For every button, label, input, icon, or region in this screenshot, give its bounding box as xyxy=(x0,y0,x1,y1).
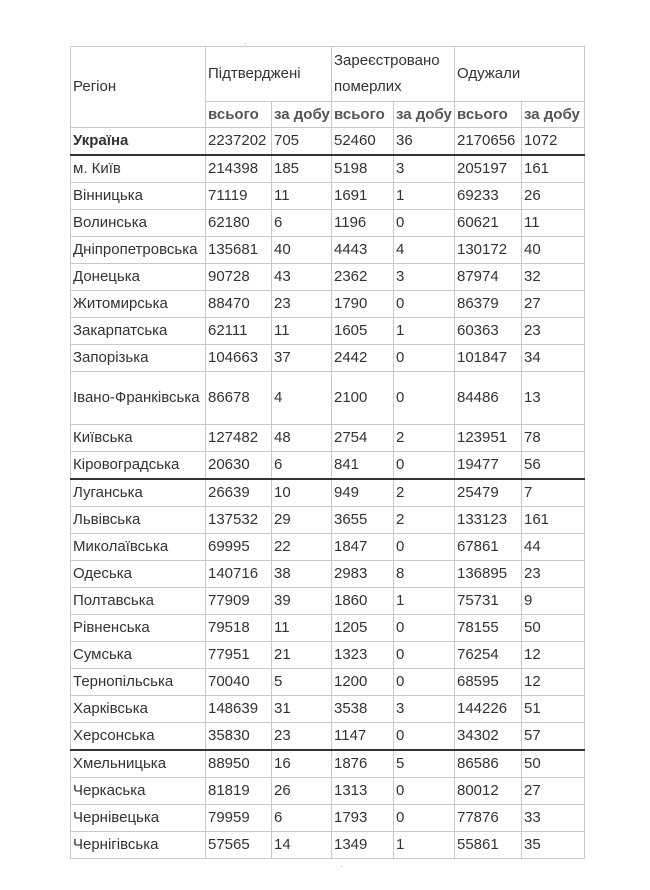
region-cell: Чернігівська xyxy=(71,832,206,859)
confirmed-total-cell: 88470 xyxy=(206,291,272,318)
deaths-total-cell: 1200 xyxy=(332,669,394,696)
table-row xyxy=(71,832,585,859)
subheader-deaths-total: всього xyxy=(332,102,394,128)
confirmed-day-cell: 185 xyxy=(272,155,332,183)
confirmed-total-cell: 214398 xyxy=(206,155,272,183)
recovered-day-cell: 23 xyxy=(522,561,585,588)
recovered-total-cell: 55861 xyxy=(455,832,522,859)
deaths-total-cell: 1196 xyxy=(332,210,394,237)
table-row xyxy=(71,534,585,561)
recovered-total-cell: 76254 xyxy=(455,642,522,669)
deaths-total-cell: 1876 xyxy=(332,750,394,778)
region-cell: Черкаська xyxy=(71,778,206,805)
deaths-total-cell: 2754 xyxy=(332,425,394,452)
deaths-day-cell: 0 xyxy=(394,615,455,642)
recovered-day-cell: 12 xyxy=(522,669,585,696)
recovered-day-cell: 26 xyxy=(522,183,585,210)
deaths-day-cell: 36 xyxy=(394,128,455,156)
recovered-day-cell: 33 xyxy=(522,805,585,832)
region-cell: Полтавська xyxy=(71,588,206,615)
recovered-day-cell: 40 xyxy=(522,237,585,264)
region-cell: Івано-Франківська xyxy=(71,372,206,425)
deaths-day-cell: 0 xyxy=(394,778,455,805)
region-cell: Волинська xyxy=(71,210,206,237)
recovered-total-cell: 101847 xyxy=(455,345,522,372)
region-cell: Миколаївська xyxy=(71,534,206,561)
recovered-total-cell: 136895 xyxy=(455,561,522,588)
confirmed-total-cell: 79518 xyxy=(206,615,272,642)
region-cell: Луганська xyxy=(71,479,206,507)
confirmed-total-cell: 86678 xyxy=(206,372,272,425)
deaths-total-cell: 1147 xyxy=(332,723,394,751)
confirmed-day-cell: 26 xyxy=(272,778,332,805)
table-row xyxy=(71,669,585,696)
confirmed-total-cell: 70040 xyxy=(206,669,272,696)
recovered-total-cell: 80012 xyxy=(455,778,522,805)
region-cell: Херсонська xyxy=(71,723,206,751)
recovered-day-cell: 161 xyxy=(522,507,585,534)
deaths-day-cell: 0 xyxy=(394,642,455,669)
recovered-day-cell: 56 xyxy=(522,452,585,480)
region-cell: Кіровоградська xyxy=(71,452,206,480)
recovered-total-cell: 86379 xyxy=(455,291,522,318)
deaths-day-cell: 0 xyxy=(394,291,455,318)
table-header-row xyxy=(71,47,585,102)
deaths-day-cell: 1 xyxy=(394,832,455,859)
table-row xyxy=(71,479,585,507)
confirmed-day-cell: 21 xyxy=(272,642,332,669)
deaths-day-cell: 0 xyxy=(394,669,455,696)
deaths-total-cell: 2362 xyxy=(332,264,394,291)
recovered-total-cell: 60363 xyxy=(455,318,522,345)
confirmed-day-cell: 38 xyxy=(272,561,332,588)
recovered-total-cell: 133123 xyxy=(455,507,522,534)
deaths-day-cell: 0 xyxy=(394,534,455,561)
confirmed-day-cell: 40 xyxy=(272,237,332,264)
recovered-total-cell: 84486 xyxy=(455,372,522,425)
header-confirmed-label: Підтверджені xyxy=(208,65,301,82)
confirmed-total-cell: 62180 xyxy=(206,210,272,237)
deaths-total-cell: 1349 xyxy=(332,832,394,859)
subheader-recovered-total: всього xyxy=(455,102,522,128)
region-cell: Харківська xyxy=(71,696,206,723)
deaths-total-cell: 2983 xyxy=(332,561,394,588)
confirmed-total-cell: 26639 xyxy=(206,479,272,507)
recovered-total-cell: 60621 xyxy=(455,210,522,237)
deaths-day-cell: 1 xyxy=(394,318,455,345)
recovered-day-cell: 1072 xyxy=(522,128,585,156)
confirmed-day-cell: 14 xyxy=(272,832,332,859)
deaths-day-cell: 2 xyxy=(394,479,455,507)
table-row xyxy=(71,155,585,183)
subheader-confirmed-day: за добу xyxy=(272,102,332,128)
deaths-day-cell: 0 xyxy=(394,372,455,425)
recovered-total-cell: 78155 xyxy=(455,615,522,642)
deaths-total-cell: 1605 xyxy=(332,318,394,345)
recovered-total-cell: 205197 xyxy=(455,155,522,183)
deaths-day-cell: 1 xyxy=(394,588,455,615)
recovered-total-cell: 86586 xyxy=(455,750,522,778)
recovered-total-cell: 67861 xyxy=(455,534,522,561)
table-row xyxy=(71,588,585,615)
table-row xyxy=(71,372,585,425)
confirmed-day-cell: 31 xyxy=(272,696,332,723)
confirmed-total-cell: 77951 xyxy=(206,642,272,669)
recovered-day-cell: 23 xyxy=(522,318,585,345)
deaths-day-cell: 0 xyxy=(394,345,455,372)
table-row xyxy=(71,291,585,318)
recovered-day-cell: 32 xyxy=(522,264,585,291)
deaths-day-cell: 1 xyxy=(394,183,455,210)
confirmed-total-cell: 81819 xyxy=(206,778,272,805)
recovered-day-cell: 9 xyxy=(522,588,585,615)
confirmed-day-cell: 11 xyxy=(272,318,332,345)
deaths-total-cell: 4443 xyxy=(332,237,394,264)
confirmed-total-cell: 71119 xyxy=(206,183,272,210)
table-row xyxy=(71,183,585,210)
confirmed-day-cell: 4 xyxy=(272,372,332,425)
confirmed-day-cell: 6 xyxy=(272,805,332,832)
region-cell: Вінницька xyxy=(71,183,206,210)
confirmed-day-cell: 11 xyxy=(272,615,332,642)
recovered-day-cell: 50 xyxy=(522,615,585,642)
region-cell: м. Київ xyxy=(71,155,206,183)
region-cell: Сумська xyxy=(71,642,206,669)
table-row xyxy=(71,128,585,156)
deaths-total-cell: 1313 xyxy=(332,778,394,805)
deaths-total-cell: 3538 xyxy=(332,696,394,723)
confirmed-day-cell: 39 xyxy=(272,588,332,615)
region-cell: Чернівецька xyxy=(71,805,206,832)
subheader-deaths-day: за добу xyxy=(394,102,455,128)
table-row xyxy=(71,237,585,264)
confirmed-day-cell: 5 xyxy=(272,669,332,696)
page-artifact-dot xyxy=(245,43,246,44)
deaths-total-cell: 1205 xyxy=(332,615,394,642)
recovered-day-cell: 57 xyxy=(522,723,585,751)
header-deaths-label: Зареєстровано померлих xyxy=(334,52,440,95)
deaths-total-cell: 1790 xyxy=(332,291,394,318)
deaths-day-cell: 2 xyxy=(394,507,455,534)
confirmed-day-cell: 37 xyxy=(272,345,332,372)
confirmed-day-cell: 6 xyxy=(272,210,332,237)
table-row xyxy=(71,778,585,805)
confirmed-day-cell: 43 xyxy=(272,264,332,291)
deaths-total-cell: 1323 xyxy=(332,642,394,669)
confirmed-total-cell: 69995 xyxy=(206,534,272,561)
confirmed-total-cell: 127482 xyxy=(206,425,272,452)
recovered-day-cell: 51 xyxy=(522,696,585,723)
deaths-day-cell: 3 xyxy=(394,264,455,291)
table-row xyxy=(71,507,585,534)
deaths-total-cell: 2442 xyxy=(332,345,394,372)
recovered-total-cell: 25479 xyxy=(455,479,522,507)
deaths-day-cell: 0 xyxy=(394,452,455,480)
confirmed-total-cell: 77909 xyxy=(206,588,272,615)
recovered-total-cell: 34302 xyxy=(455,723,522,751)
table-row xyxy=(71,318,585,345)
table-row xyxy=(71,805,585,832)
deaths-day-cell: 3 xyxy=(394,696,455,723)
header-region: Регіон xyxy=(71,47,206,128)
recovered-day-cell: 11 xyxy=(522,210,585,237)
deaths-day-cell: 8 xyxy=(394,561,455,588)
recovered-day-cell: 78 xyxy=(522,425,585,452)
table-row xyxy=(71,750,585,778)
region-cell: Донецька xyxy=(71,264,206,291)
recovered-total-cell: 69233 xyxy=(455,183,522,210)
recovered-total-cell: 144226 xyxy=(455,696,522,723)
table-row xyxy=(71,642,585,669)
deaths-total-cell: 5198 xyxy=(332,155,394,183)
deaths-day-cell: 3 xyxy=(394,155,455,183)
region-cell: Запорізька xyxy=(71,345,206,372)
recovered-day-cell: 35 xyxy=(522,832,585,859)
table-row xyxy=(71,210,585,237)
table-row xyxy=(71,561,585,588)
confirmed-day-cell: 29 xyxy=(272,507,332,534)
confirmed-total-cell: 35830 xyxy=(206,723,272,751)
region-cell: Україна xyxy=(71,128,206,156)
covid-regions-table xyxy=(70,46,585,859)
table-row xyxy=(71,723,585,751)
deaths-total-cell: 2100 xyxy=(332,372,394,425)
table-body xyxy=(71,128,585,859)
header-recovered xyxy=(455,47,585,102)
recovered-day-cell: 34 xyxy=(522,345,585,372)
header-confirmed xyxy=(206,47,332,102)
deaths-day-cell: 0 xyxy=(394,805,455,832)
header-recovered-label: Одужали xyxy=(457,65,521,82)
deaths-day-cell: 0 xyxy=(394,723,455,751)
deaths-total-cell: 1860 xyxy=(332,588,394,615)
confirmed-day-cell: 22 xyxy=(272,534,332,561)
region-cell: Київська xyxy=(71,425,206,452)
recovered-day-cell: 12 xyxy=(522,642,585,669)
deaths-total-cell: 949 xyxy=(332,479,394,507)
recovered-total-cell: 87974 xyxy=(455,264,522,291)
deaths-total-cell: 3655 xyxy=(332,507,394,534)
deaths-day-cell: 0 xyxy=(394,210,455,237)
subheader-recovered-day: за добу xyxy=(522,102,585,128)
recovered-total-cell: 75731 xyxy=(455,588,522,615)
table-row xyxy=(71,264,585,291)
table-row xyxy=(71,425,585,452)
confirmed-total-cell: 90728 xyxy=(206,264,272,291)
table-row xyxy=(71,452,585,480)
region-cell: Львівська xyxy=(71,507,206,534)
confirmed-total-cell: 104663 xyxy=(206,345,272,372)
confirmed-total-cell: 88950 xyxy=(206,750,272,778)
deaths-total-cell: 841 xyxy=(332,452,394,480)
recovered-day-cell: 27 xyxy=(522,291,585,318)
confirmed-day-cell: 705 xyxy=(272,128,332,156)
region-cell: Закарпатська xyxy=(71,318,206,345)
table-row xyxy=(71,696,585,723)
confirmed-total-cell: 20630 xyxy=(206,452,272,480)
recovered-day-cell: 7 xyxy=(522,479,585,507)
recovered-total-cell: 2170656 xyxy=(455,128,522,156)
deaths-day-cell: 4 xyxy=(394,237,455,264)
deaths-total-cell: 1847 xyxy=(332,534,394,561)
page-artifact-dot xyxy=(341,866,342,867)
header-deaths xyxy=(332,47,455,102)
confirmed-total-cell: 137532 xyxy=(206,507,272,534)
deaths-total-cell: 1793 xyxy=(332,805,394,832)
recovered-total-cell: 130172 xyxy=(455,237,522,264)
region-cell: Дніпропетровська xyxy=(71,237,206,264)
recovered-day-cell: 44 xyxy=(522,534,585,561)
region-cell: Хмельницька xyxy=(71,750,206,778)
deaths-day-cell: 5 xyxy=(394,750,455,778)
recovered-day-cell: 13 xyxy=(522,372,585,425)
confirmed-day-cell: 23 xyxy=(272,723,332,751)
confirmed-day-cell: 23 xyxy=(272,291,332,318)
confirmed-total-cell: 140716 xyxy=(206,561,272,588)
confirmed-total-cell: 62111 xyxy=(206,318,272,345)
recovered-total-cell: 19477 xyxy=(455,452,522,480)
recovered-day-cell: 27 xyxy=(522,778,585,805)
table-row xyxy=(71,345,585,372)
deaths-total-cell: 1691 xyxy=(332,183,394,210)
deaths-day-cell: 2 xyxy=(394,425,455,452)
confirmed-day-cell: 11 xyxy=(272,183,332,210)
recovered-total-cell: 123951 xyxy=(455,425,522,452)
region-cell: Рівненська xyxy=(71,615,206,642)
confirmed-total-cell: 57565 xyxy=(206,832,272,859)
region-cell: Тернопільська xyxy=(71,669,206,696)
recovered-total-cell: 77876 xyxy=(455,805,522,832)
recovered-day-cell: 50 xyxy=(522,750,585,778)
deaths-total-cell: 52460 xyxy=(332,128,394,156)
region-cell: Житомирська xyxy=(71,291,206,318)
confirmed-total-cell: 79959 xyxy=(206,805,272,832)
confirmed-total-cell: 135681 xyxy=(206,237,272,264)
confirmed-day-cell: 10 xyxy=(272,479,332,507)
confirmed-total-cell: 148639 xyxy=(206,696,272,723)
confirmed-day-cell: 6 xyxy=(272,452,332,480)
confirmed-day-cell: 48 xyxy=(272,425,332,452)
table-row xyxy=(71,615,585,642)
region-cell: Одеська xyxy=(71,561,206,588)
recovered-total-cell: 68595 xyxy=(455,669,522,696)
recovered-day-cell: 161 xyxy=(522,155,585,183)
subheader-confirmed-total: всього xyxy=(206,102,272,128)
confirmed-day-cell: 16 xyxy=(272,750,332,778)
confirmed-total-cell: 2237202 xyxy=(206,128,272,156)
